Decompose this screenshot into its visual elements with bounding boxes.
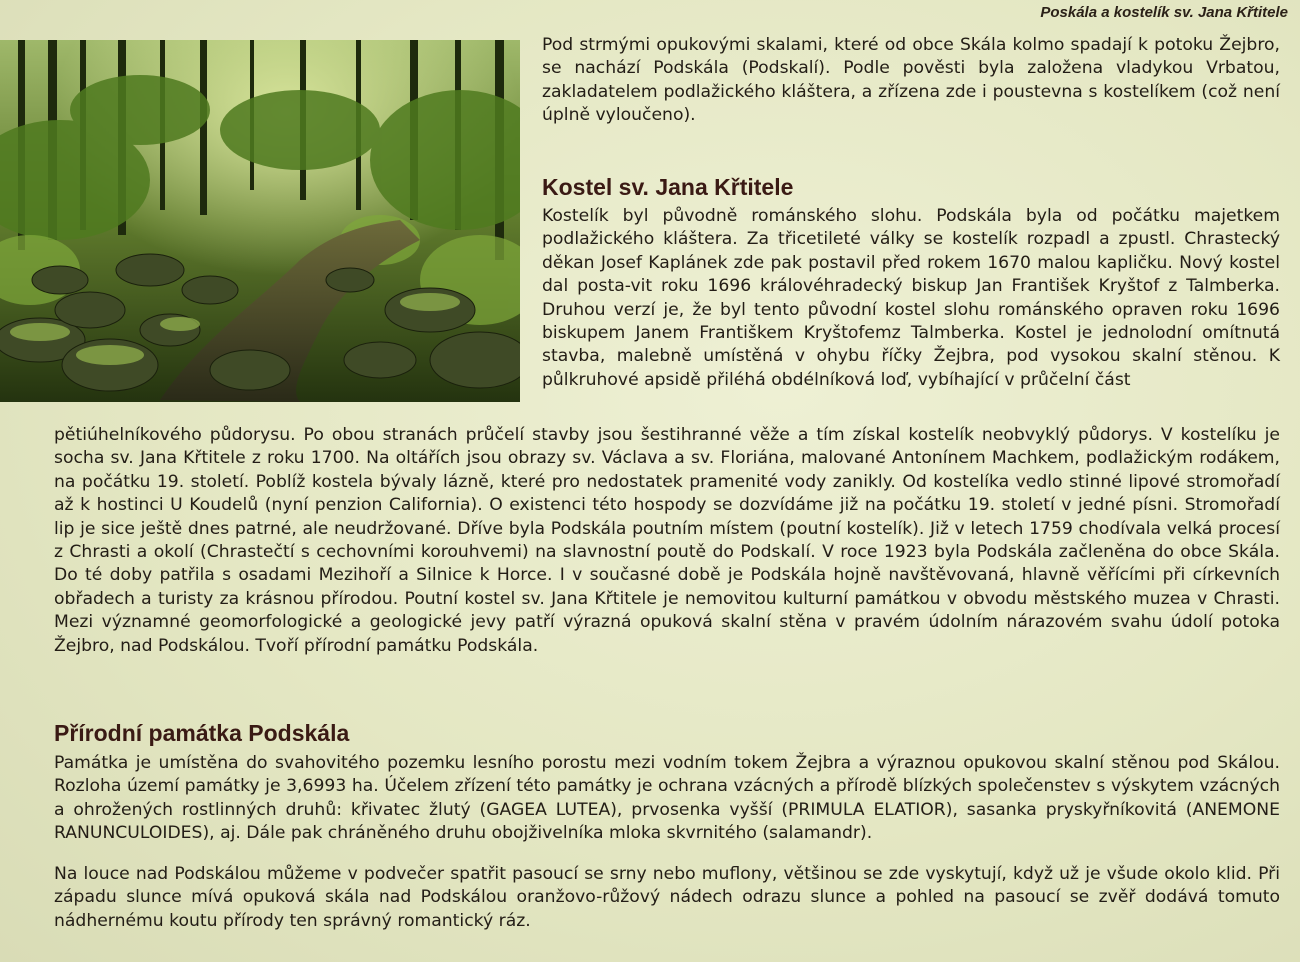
panel-title: Poskála a kostelík sv. Jana Křtitele: [1040, 4, 1288, 21]
nature-paragraph-1: Památka je umístěna do svahovitého pozemku lesního porostu mezi vodním tokem Žejbra a výraznou opukovou skalní stěnou pod Skálou. Rozloha území památky je 3,6993 ha. Účelem zřízení této památky je ochrana vzácných a přírodě blízkých společenstev s výskytem vzácných a ohrožených rostlinných druhů: křivatec žlutý (GAGEA LUTEA), prvosenka vyšší (PRIMULA ELATIOR), sasanka pryskyřníkovitá (ANEMONE RANUNCULOIDES), aj. Dále pak chráněného druhu obojživelníka mloka skvrnitého (salamandr).: [54, 753, 1280, 844]
section-heading-church: Kostel sv. Jana Křtitele: [542, 174, 794, 200]
nature-paragraph-2: Na louce nad Podskálou můžeme v podvečer spatřit pasoucí se srny nebo muflony, většinou se zde vyskytují, když už je všude okolo klid. Při západu slunce mívá opuková skála nad Podskálou oranžovo-růžový nádech odrazu slunce a pohled na pasoucí se zvěř dodává tomuto nádhernému koutu přírody ten správný romantický ráz.: [54, 864, 1280, 931]
forest-stream-photo: [0, 40, 520, 402]
section-heading-nature-monument: Přírodní památka Podskála: [54, 720, 350, 746]
church-paragraph-top: Kostelík byl původně románského slohu. Podskála byla od počátku majetkem podlažického kláštera. Za třicetileté války se kostelík rozpadl a zpustl. Chrastecký děkan Josef Kaplánek zde pak postavil před rokem 1670 malou kapličku. Nový kostel dal posta-vit roku 1696 královéhradecký biskup Jan František Kryštof z Talmberka. Druhou verzí je, že byl tento původní kostel slohu románského opraven roku 1696 biskupem Janem Františkem Kryštofemz Talmberka. Kostel je jednolodní omítnutá stavba, malebně umístěná v ohybu říčky Žejbra, pod vysokou skalní stěnou. K půlkruhové apsidě přiléhá obdélníková loď, vybíhající v průčelní část: [542, 206, 1280, 390]
church-paragraph-bottom: pětiúhelníkového půdorysu. Po obou stranách průčelí stavby jsou šestihranné věže a tím získal kostelík neobvyklý půdorys. V kostelíku je socha sv. Jana Křtitele z roku 1700. Na oltářích jsou obrazy sv. Václava a sv. Floriána, malované Antonínem Machkem, podlažickým rodákem, na počátku 19. století. Poblíž kostela bývaly lázně, které pro nedostatek pramenité vody zanikly. Od kostelíka vedlo stinné lipové stromořadí až k hostinci U Koudelů (nyní penzion California). O existenci této hospody se dozvídáme již na počátku 19. století v jedné písni. Stromořadí lip je sice ještě dnes patrné, ale neudržované. Dříve byla Podskála poutním místem (poutní kostelík). Již v letech 1759 chodívala velká procesí z Chrasti a okolí (Chrastečtí s cechovními korouhvemi) na slavnostní poutě do Podskalí. V roce 1923 byla Podskála začleněna do obce Skála. Do té doby patřila s osadami Mezihoří a Silnice k Horce. I v současné době je Podskála hojně navštěvovaná, hlavně věřícími při církevních obřadech a turisty za krásnou přírodou. Poutní kostel sv. Jana Křtitele je nemovitou kulturní památkou v obvodu městského muzea v Chrasti. Mezi významné geomorfologické a geologické jevy patří výrazná opuková skalní stěna v pravém údolním nárazovém svahu údolí potoka Žejbro, nad Podskálou. Tvoří přírodní památku Podskála.: [54, 425, 1280, 656]
intro-paragraph: Pod strmými opukovými skalami, které od obce Skála kolmo spadají k potoku Žejbro, se nachází Podskála (Podskalí). Podle pověsti byla založena vladykou Vrbatou, zakladatelem podlažického kláštera, a zřízena zde i poustevna s kostelíkem (což není úplně vyloučeno).: [542, 35, 1280, 126]
